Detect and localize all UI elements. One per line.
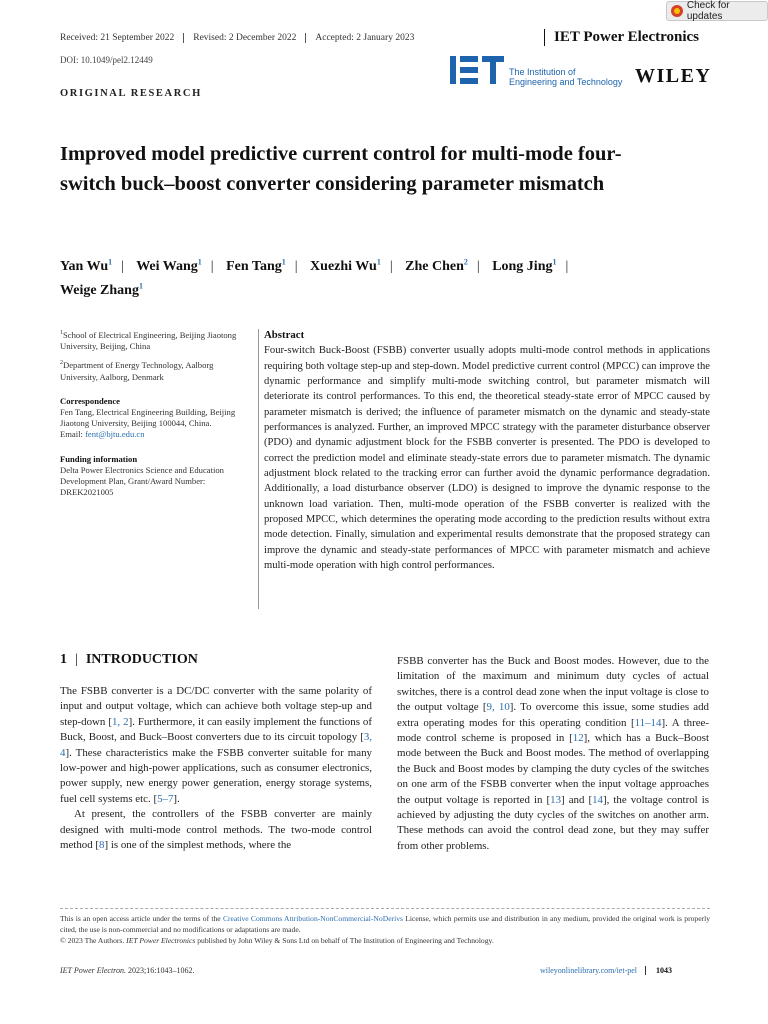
citation-link[interactable]: 13 xyxy=(550,793,562,806)
funding-heading: Funding information xyxy=(60,453,138,464)
paragraph: FSBB converter has the Buck and Boost modes. However, due to the limitation of the maximum and minimum duty cycles of actual switches, there is a control dead zone when the input voltage is close to the output voltage [9, 10]. To overcome this issue, some studies add extra operating modes for this operating condition [11–14]. A three-mode control scheme is proposed in [12], which has a Buck–Boost mode between the Buck and Boost modes. The method of overlapping the Buck and Boost modes by clamping the duty cycles of the switches on one arm of the FSBB converter when the input voltage approaches the output voltage is reported in [13] and [14], the voltage control is achieved by adjusting the duty cycles of the switches on another arm. These methods can avoid the control dead zone, but they may suffer from other problems. xyxy=(397,655,710,852)
wiley-logo: WILEY xyxy=(635,65,712,87)
abstract xyxy=(264,328,710,574)
abstract-text: Four-switch Buck-Boost (FSBB) converter usually adopts multi-mode control methods in applications requiring both voltage step-up and step-down. Model predictive current control (MPCC) can improve the dynamic performance and simplify multi-mode switching control, but parameter mismatch will deteriorate its control performances. To this end, the theoretical steady-state error of MPCC caused by parameter mismatch is derived; the influence of parameter mismatch on the dynamic and steady-state performances is analyzed. Further, an improved MPCC strategy with the parameter disturbance observer (PDO) and dynamic adjustment block for the FSBB converter is presented. The PDO is developed to correct the prediction model and eliminate steady-state errors due to parameter mismatch. The dynamic adjustment block related to the tracking error can further avoid the dynamic performance degradation. Additionally, a load disturbance observer (LDO) is designed to improve the dynamic response to the unknown load variation. Then, multi-mode operation of the FSBB converter is realized with the proposed MPCC, which determines the operating mode according to the prediction results without extra mode detection. Finally, simulation and experimental results demonstrate that the proposed strategy can improve the dynamic and steady-state performances of MPCC with parameter mismatch and achieve multi-mode operation with high control performances. xyxy=(264,345,711,572)
author[interactable]: Fen Tang$^1$ xyxy=(226,257,286,274)
paragraph: At present, the controllers of the FSBB converter are mainly designed with multi-mode control methods. The two-mode control method [8] is one of the simplest methods, where the xyxy=(60,808,372,852)
page-footer xyxy=(540,966,672,975)
author[interactable]: Weige Zhang$^1$ xyxy=(60,281,143,298)
page-number: 1043 xyxy=(645,966,672,975)
citation-footer: IET Power Electron. 2023;16:1043–1062. xyxy=(60,966,195,975)
section-heading-introduction: 1 | INTRODUCTION xyxy=(60,652,198,667)
citation-link[interactable]: 5–7 xyxy=(157,792,174,805)
citation-link[interactable]: 3, 4 xyxy=(60,731,372,759)
citation-link[interactable]: 8 xyxy=(99,839,105,852)
email-link[interactable]: fent@bjtu.edu.cn xyxy=(85,429,145,440)
iet-logo-icon xyxy=(450,55,506,85)
crossmark-icon xyxy=(671,5,683,17)
correspondence-text: Fen Tang, Electrical Engineering Building, Beijing Jiaotong University, Beijing 100044, China. xyxy=(60,407,236,429)
author[interactable]: Wei Wang$^1$ xyxy=(136,257,202,274)
license-notice: This is an open access article under the terms of the Creative Commons Attribution-NonCommercial-NoDerivs License, which permits use and distribution in any medium, provided the original work is properly cited, the use is non-commercial and no modifications or adaptations are made. © 2023 The Authors. IET Power Electronics published by John Wiley & Sons Ltd on behalf of The Institution of Engineering and Technology. xyxy=(60,914,710,945)
received-date: Received: 21 September 2022 xyxy=(60,33,175,43)
body-column-right xyxy=(397,654,709,854)
footnote-divider xyxy=(60,908,710,909)
affiliations-panel xyxy=(60,330,244,498)
citation-link[interactable]: 9, 10 xyxy=(486,701,510,714)
check-for-updates-label: Check for updates xyxy=(686,0,730,22)
funding-text: Delta Power Electronics Science and Education Development Plan, Grant/Award Number: DREK2021005 xyxy=(60,464,224,498)
author[interactable]: Xuezhi Wu$^1$ xyxy=(310,257,381,274)
article-dates xyxy=(60,33,423,43)
citation-link[interactable]: 12 xyxy=(572,732,584,745)
check-for-updates-button[interactable] xyxy=(666,1,768,21)
revised-date: Revised: 2 December 2022 xyxy=(183,33,305,43)
affiliation-2: $^2$Department of Energy Technology, Aalborg University, Aalborg, Denmark xyxy=(60,360,214,382)
accepted-date: Accepted: 2 January 2023 xyxy=(305,33,423,43)
author-list: Yan Wu$^1$ | Wei Wang$^1$ | Fen Tang$^1$ | Xuezhi Wu$^1$ | Zhe Chen$^2$ | Long Jing$^1$ | Weige Zhang$^1$ xyxy=(60,257,569,298)
correspondence-heading: Correspondence xyxy=(60,395,120,406)
abstract-heading: Abstract xyxy=(264,329,305,341)
journal-name: IET Power Electronics xyxy=(544,29,699,46)
citation-link[interactable]: 1, 2 xyxy=(111,715,129,728)
author[interactable]: Zhe Chen$^2$ xyxy=(405,257,468,274)
iet-logo-text: The Institution of Engineering and Technology xyxy=(509,67,623,87)
paragraph: The FSBB converter is a DC/DC converter with the same polarity of input and output voltage, which can achieve both voltage step-up and step-down [1, 2]. Furthermore, it can easily implement the functions of Buck, Boost, and Buck–Boost converters due to its circuit topology [3, 4]. These characteristics make the FSBB converter suitable for many low-power and high-power applications, such as consumer electronics, power supply, new energy power generation, energy storage systems, fuel cell systems etc. [5–7]. xyxy=(60,685,372,805)
affiliation-1: $^1$School of Electrical Engineering, Beijing Jiaotong University, Beijing, China xyxy=(60,330,237,352)
article-type: ORIGINAL RESEARCH xyxy=(60,88,202,99)
doi[interactable]: DOI: 10.1049/pel2.12449 xyxy=(60,55,153,65)
journal-url-link[interactable]: wileyonlinelibrary.com/iet-pel xyxy=(540,966,638,975)
citation-link[interactable]: 11–14 xyxy=(634,716,662,729)
license-link[interactable]: Creative Commons Attribution-NonCommercial-NoDerivs xyxy=(222,914,403,923)
author[interactable]: Yan Wu$^1$ xyxy=(60,257,113,274)
author[interactable]: Long Jing$^1$ xyxy=(492,257,557,274)
citation-link[interactable]: 14 xyxy=(592,793,603,806)
email-line: Email: fent@bjtu.edu.cn xyxy=(60,429,145,440)
body-column-left xyxy=(60,684,372,853)
article-title: Improved model predictive current control for multi-mode four-switch buck–boost converter considering parameter mismatch xyxy=(60,143,622,195)
abstract-divider xyxy=(258,329,259,609)
